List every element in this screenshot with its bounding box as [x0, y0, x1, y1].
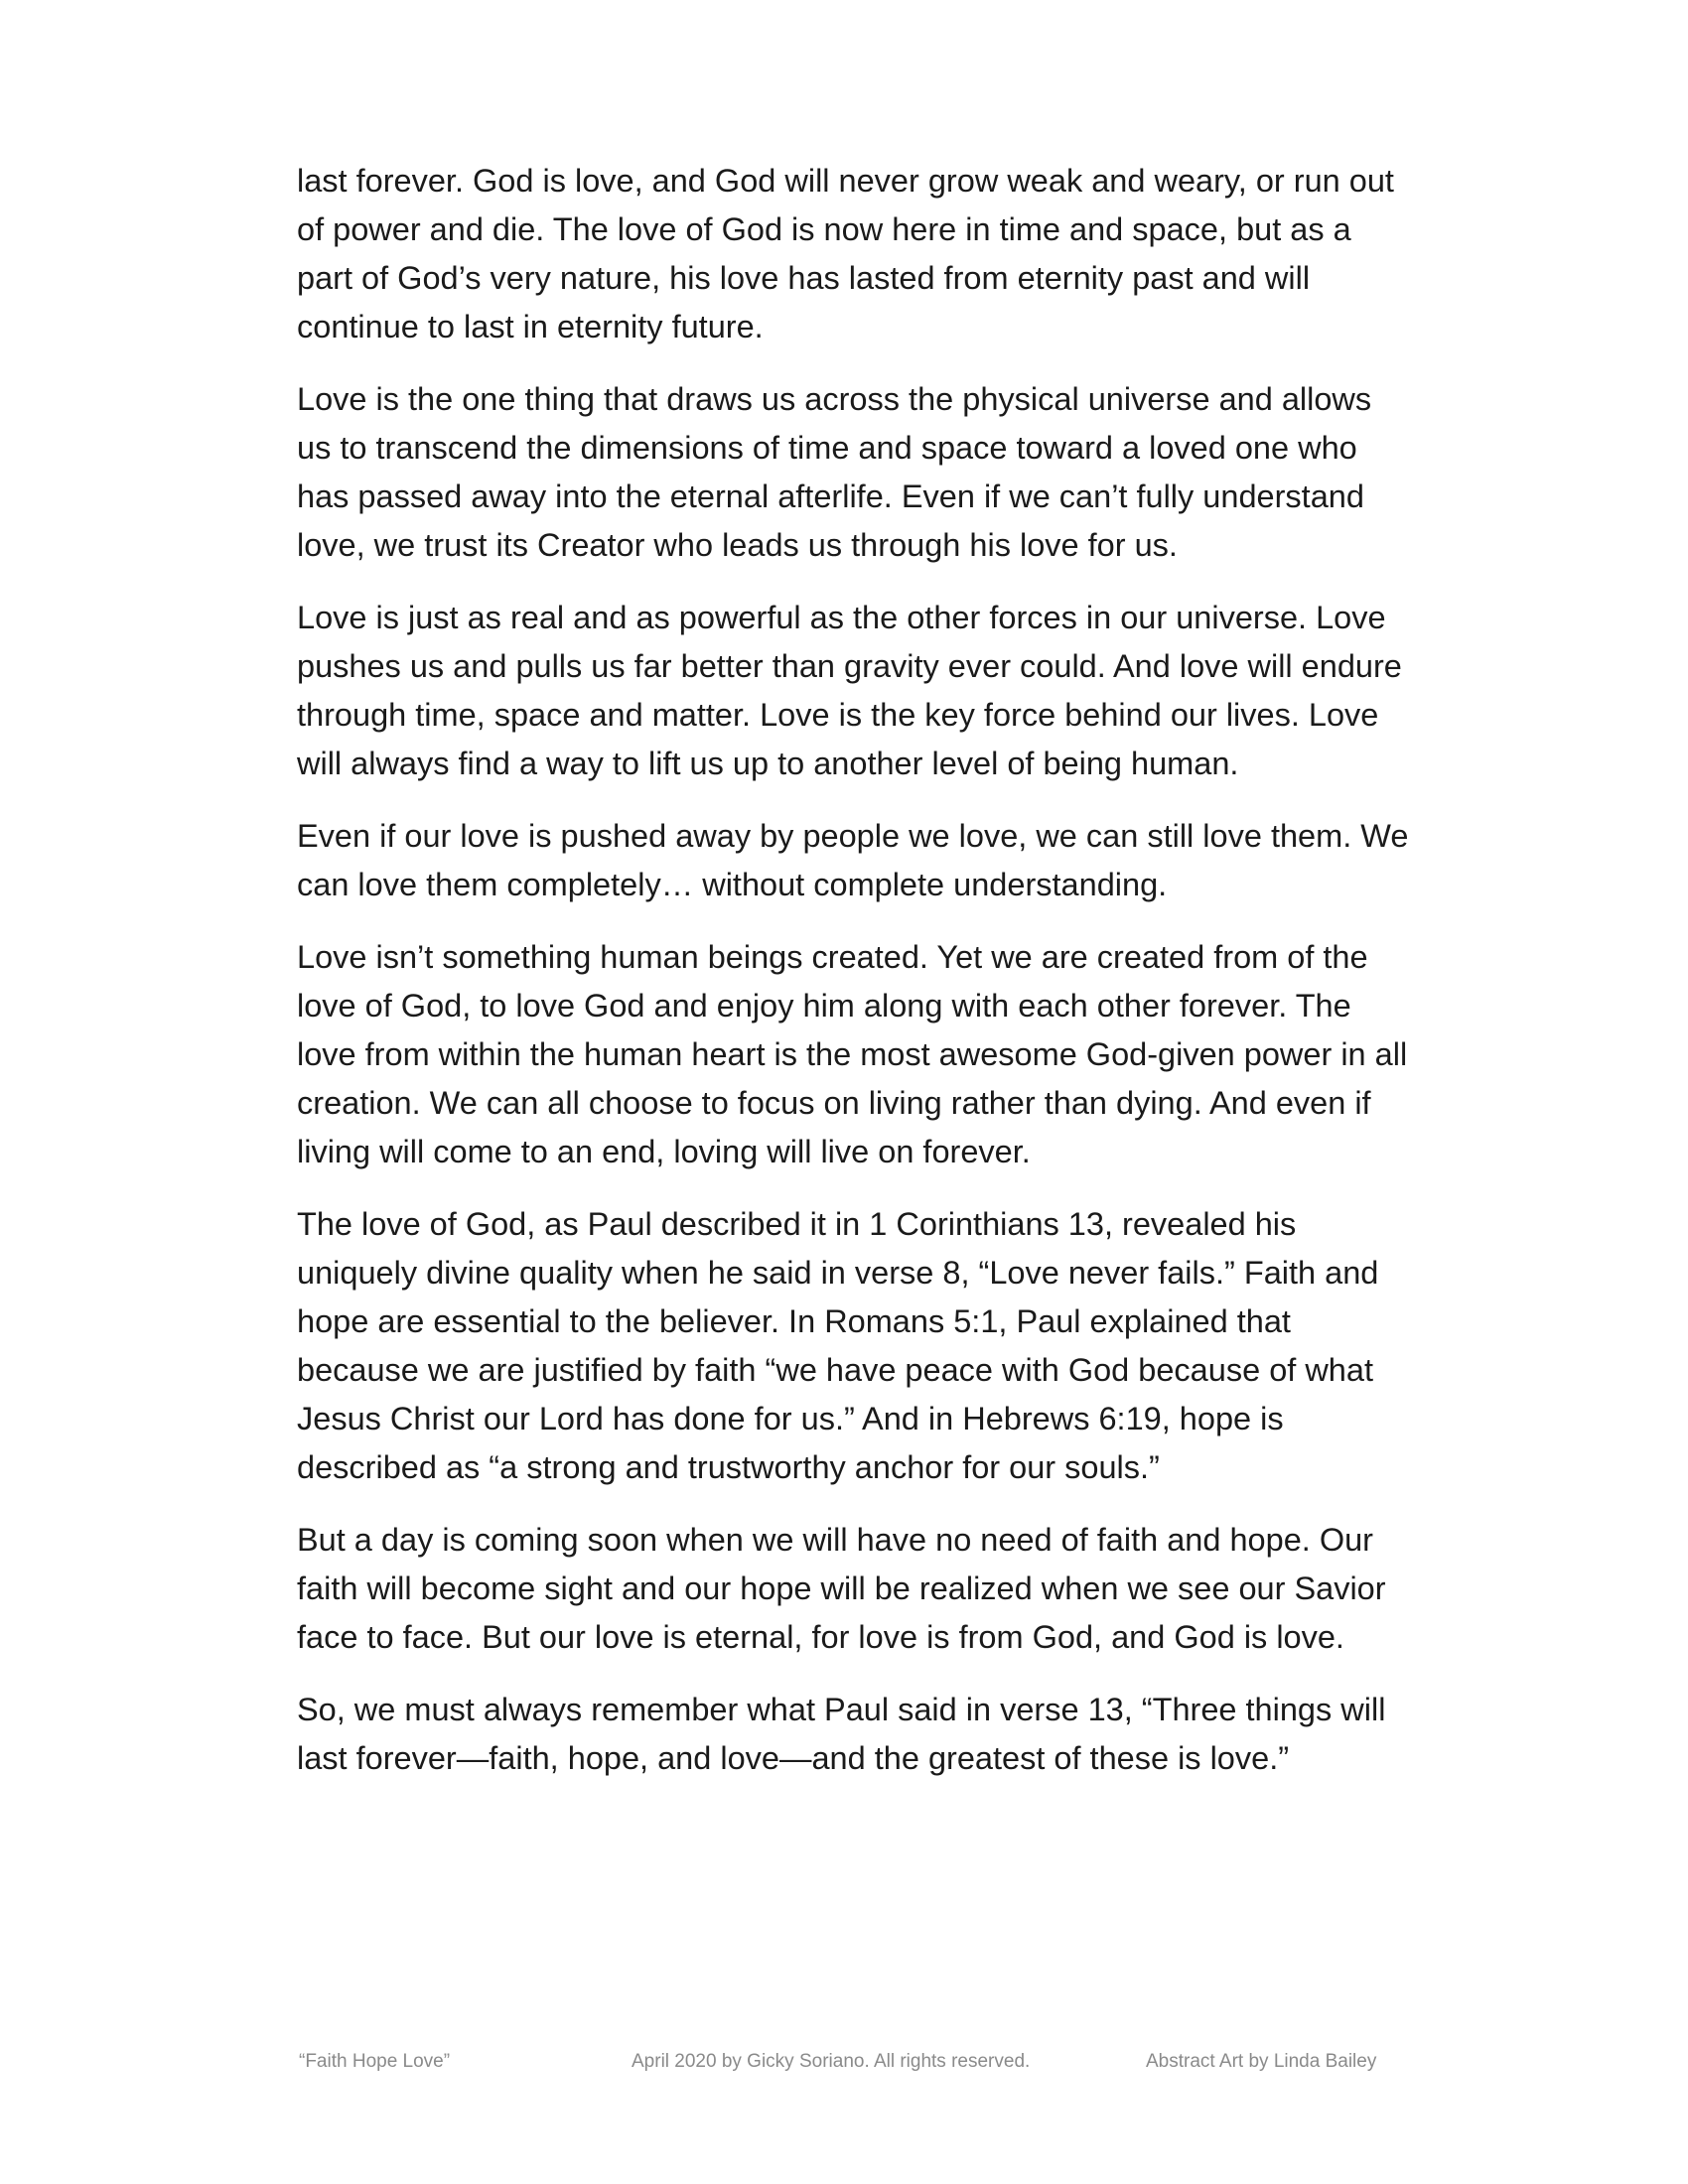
paragraph: So, we must always remember what Paul said in verse 13, “Three things will last forever—faith, hope, and love—and the greatest of these is love.” [297, 1692, 1386, 1776]
body-text [297, 157, 1409, 1807]
footer-title: “Faith Hope Love” [299, 2051, 451, 2072]
paragraph: last forever. God is love, and God will never grow weak and weary, or run out of power and die. The love of God is now here in time and space, but as a part of God’s very nature, his love has lasted from eternity past and will continue to last in eternity future. [297, 163, 1394, 344]
paragraph: Even if our love is pushed away by people we love, we can still love them. We can love them completely… without complete understanding. [297, 818, 1409, 902]
paragraph: Love is just as real and as powerful as the other forces in our universe. Love pushes us and pulls us far better than gravity ever could. And love will endure through time, space and matter. Love is the key force behind our lives. Love will always find a way to lift us up to another level of being human. [297, 600, 1402, 781]
paragraph: Love is the one thing that draws us across the physical universe and allows us to transcend the dimensions of time and space toward a loved one who has passed away into the eternal afterlife. Even if we can’t fully understand love, we trust its Creator who leads us through his love for us. [297, 381, 1372, 563]
footer-copyright: April 2020 by Gicky Soriano. All rights reserved. [632, 2051, 1031, 2072]
paragraph: The love of God, as Paul described it in 1 Corinthians 13, revealed his uniquely divine quality when he said in verse 8, “Love never fails.” Faith and hope are essential to the believer. In Romans 5:1, Paul explained that because we are justified by faith “we have peace with God because of what Jesus Christ our Lord has done for us.” And in Hebrews 6:19, hope is described as “a strong and trustworthy anchor for our souls.” [297, 1206, 1379, 1485]
page-footer [297, 2051, 1389, 2081]
paragraph: But a day is coming soon when we will have no need of faith and hope. Our faith will become sight and our hope will be realized when we see our Savior face to face. But our love is eternal, for love is from God, and God is love. [297, 1522, 1386, 1655]
footer-art-credit: Abstract Art by Linda Bailey [1146, 2051, 1377, 2072]
paragraph: Love isn’t something human beings created. Yet we are created from of the love of God, to love God and enjoy him along with each other forever. The love from within the human heart is the most awesome God-given power in all creation. We can all choose to focus on living rather than dying. And even if living will come to an end, loving will live on forever. [297, 939, 1408, 1169]
